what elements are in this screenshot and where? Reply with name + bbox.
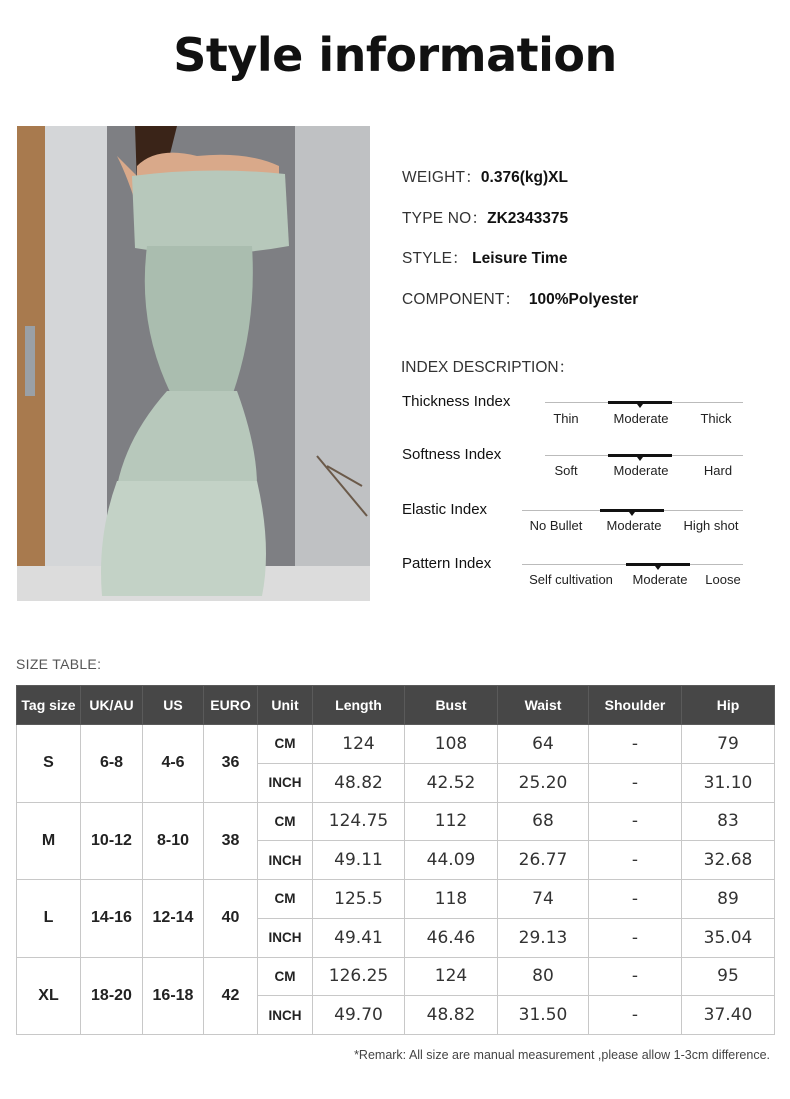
shoulder-cell: - xyxy=(589,841,682,880)
bust-cell: 108 xyxy=(405,725,498,764)
spec-value: Leisure Time xyxy=(472,250,568,267)
waist-cell: 26.77 xyxy=(498,841,589,880)
euro-size-cell: 36 xyxy=(204,725,258,803)
index-option: Moderate xyxy=(606,518,662,533)
column-header: Hip xyxy=(682,686,775,725)
index-label: Softness Index xyxy=(402,446,502,463)
bust-cell: 44.09 xyxy=(405,841,498,880)
euro-size-cell: 42 xyxy=(204,957,258,1035)
length-cell: 125.5 xyxy=(313,880,405,919)
index-label: Elastic Index xyxy=(402,501,488,518)
column-header: Waist xyxy=(498,686,589,725)
hip-cell: 37.40 xyxy=(682,996,775,1035)
waist-cell: 31.50 xyxy=(498,996,589,1035)
spec-key: TYPE NO： xyxy=(402,210,488,227)
unit-cell: INCH xyxy=(258,996,313,1035)
index-scale xyxy=(522,510,743,511)
length-cell: 124.75 xyxy=(313,802,405,841)
shoulder-cell: - xyxy=(589,880,682,919)
page-title: Style information xyxy=(173,28,617,82)
index-option: No Bullet xyxy=(529,518,583,533)
shoulder-cell: - xyxy=(589,725,682,764)
index-option: Moderate xyxy=(632,572,688,587)
unit-cell: CM xyxy=(258,725,313,764)
index-scale xyxy=(545,455,743,456)
spec-value: 100%Polyester xyxy=(528,291,639,308)
uk-size-cell: 14-16 xyxy=(81,880,143,958)
bust-cell: 118 xyxy=(405,880,498,919)
size-table xyxy=(16,685,775,1035)
bust-cell: 48.82 xyxy=(405,996,498,1035)
bust-cell: 112 xyxy=(405,802,498,841)
waist-cell: 25.20 xyxy=(498,763,589,802)
uk-size-cell: 10-12 xyxy=(81,802,143,880)
waist-cell: 80 xyxy=(498,957,589,996)
waist-cell: 29.13 xyxy=(498,918,589,957)
index-option: Hard xyxy=(703,463,733,478)
waist-cell: 68 xyxy=(498,802,589,841)
hip-cell: 31.10 xyxy=(682,763,775,802)
index-marker-icon xyxy=(637,404,643,408)
euro-size-cell: 38 xyxy=(204,802,258,880)
length-cell: 49.11 xyxy=(313,841,405,880)
spec-type-no xyxy=(402,206,568,228)
index-option: High shot xyxy=(683,518,739,533)
column-header: Bust xyxy=(405,686,498,725)
spec-value: 0.376(kg)XL xyxy=(480,169,568,186)
bust-cell: 124 xyxy=(405,957,498,996)
index-option: Self cultivation xyxy=(529,572,613,587)
uk-size-cell: 18-20 xyxy=(81,957,143,1035)
index-scale xyxy=(522,564,743,565)
index-scale xyxy=(545,402,743,403)
column-header: Unit xyxy=(258,686,313,725)
euro-size-cell: 40 xyxy=(204,880,258,958)
length-cell: 124 xyxy=(313,725,405,764)
hip-cell: 35.04 xyxy=(682,918,775,957)
column-header: UK/AU xyxy=(81,686,143,725)
unit-cell: CM xyxy=(258,880,313,919)
column-header: Shoulder xyxy=(589,686,682,725)
unit-cell: INCH xyxy=(258,918,313,957)
unit-cell: INCH xyxy=(258,763,313,802)
hip-cell: 89 xyxy=(682,880,775,919)
hip-cell: 95 xyxy=(682,957,775,996)
hip-cell: 32.68 xyxy=(682,841,775,880)
tag-size-cell: M xyxy=(17,802,81,880)
index-option: Moderate xyxy=(613,463,669,478)
column-header: Length xyxy=(313,686,405,725)
length-cell: 126.25 xyxy=(313,957,405,996)
size-table-header-row xyxy=(17,686,775,725)
index-marker-icon xyxy=(655,566,661,570)
us-size-cell: 12-14 xyxy=(143,880,204,958)
table-row xyxy=(17,957,775,996)
unit-cell: INCH xyxy=(258,841,313,880)
index-label: Thickness Index xyxy=(402,393,511,410)
product-photo xyxy=(17,126,370,601)
index-option: Soft xyxy=(554,463,578,478)
us-size-cell: 4-6 xyxy=(143,725,204,803)
spec-style xyxy=(402,246,567,268)
shoulder-cell: - xyxy=(589,957,682,996)
column-header: EURO xyxy=(204,686,258,725)
us-size-cell: 16-18 xyxy=(143,957,204,1035)
us-size-cell: 8-10 xyxy=(143,802,204,880)
spec-key: STYLE： xyxy=(402,250,468,267)
index-option: Thin xyxy=(553,411,579,426)
tag-size-cell: S xyxy=(17,725,81,803)
hip-cell: 79 xyxy=(682,725,775,764)
table-row xyxy=(17,802,775,841)
shoulder-cell: - xyxy=(589,918,682,957)
unit-cell: CM xyxy=(258,802,313,841)
index-option: Thick xyxy=(700,411,732,426)
table-row xyxy=(17,880,775,919)
bust-cell: 42.52 xyxy=(405,763,498,802)
index-marker-icon xyxy=(629,512,635,516)
index-option: Loose xyxy=(705,572,741,587)
index-label: Pattern Index xyxy=(402,555,492,572)
bust-cell: 46.46 xyxy=(405,918,498,957)
index-option: Moderate xyxy=(613,411,669,426)
index-marker-icon xyxy=(637,457,643,461)
hip-cell: 83 xyxy=(682,802,775,841)
unit-cell: CM xyxy=(258,957,313,996)
length-cell: 49.70 xyxy=(313,996,405,1035)
remark-note: *Remark: All size are manual measurement ,please allow 1-3cm difference. xyxy=(354,1048,770,1062)
uk-size-cell: 6-8 xyxy=(81,725,143,803)
shoulder-cell: - xyxy=(589,996,682,1035)
waist-cell: 74 xyxy=(498,880,589,919)
index-heading: INDEX DESCRIPTION： xyxy=(401,359,575,376)
size-table-heading: SIZE TABLE: xyxy=(16,656,102,672)
tag-size-cell: L xyxy=(17,880,81,958)
shoulder-cell: - xyxy=(589,802,682,841)
spec-key: COMPONENT： xyxy=(402,291,521,308)
column-header: US xyxy=(143,686,204,725)
length-cell: 49.41 xyxy=(313,918,405,957)
shoulder-cell: - xyxy=(589,763,682,802)
tag-size-cell: XL xyxy=(17,957,81,1035)
spec-weight xyxy=(402,165,568,187)
spec-component xyxy=(402,287,638,309)
column-header: Tag size xyxy=(17,686,81,725)
table-row xyxy=(17,725,775,764)
spec-key: WEIGHT： xyxy=(402,169,481,186)
length-cell: 48.82 xyxy=(313,763,405,802)
waist-cell: 64 xyxy=(498,725,589,764)
spec-value: ZK2343375 xyxy=(487,210,569,227)
